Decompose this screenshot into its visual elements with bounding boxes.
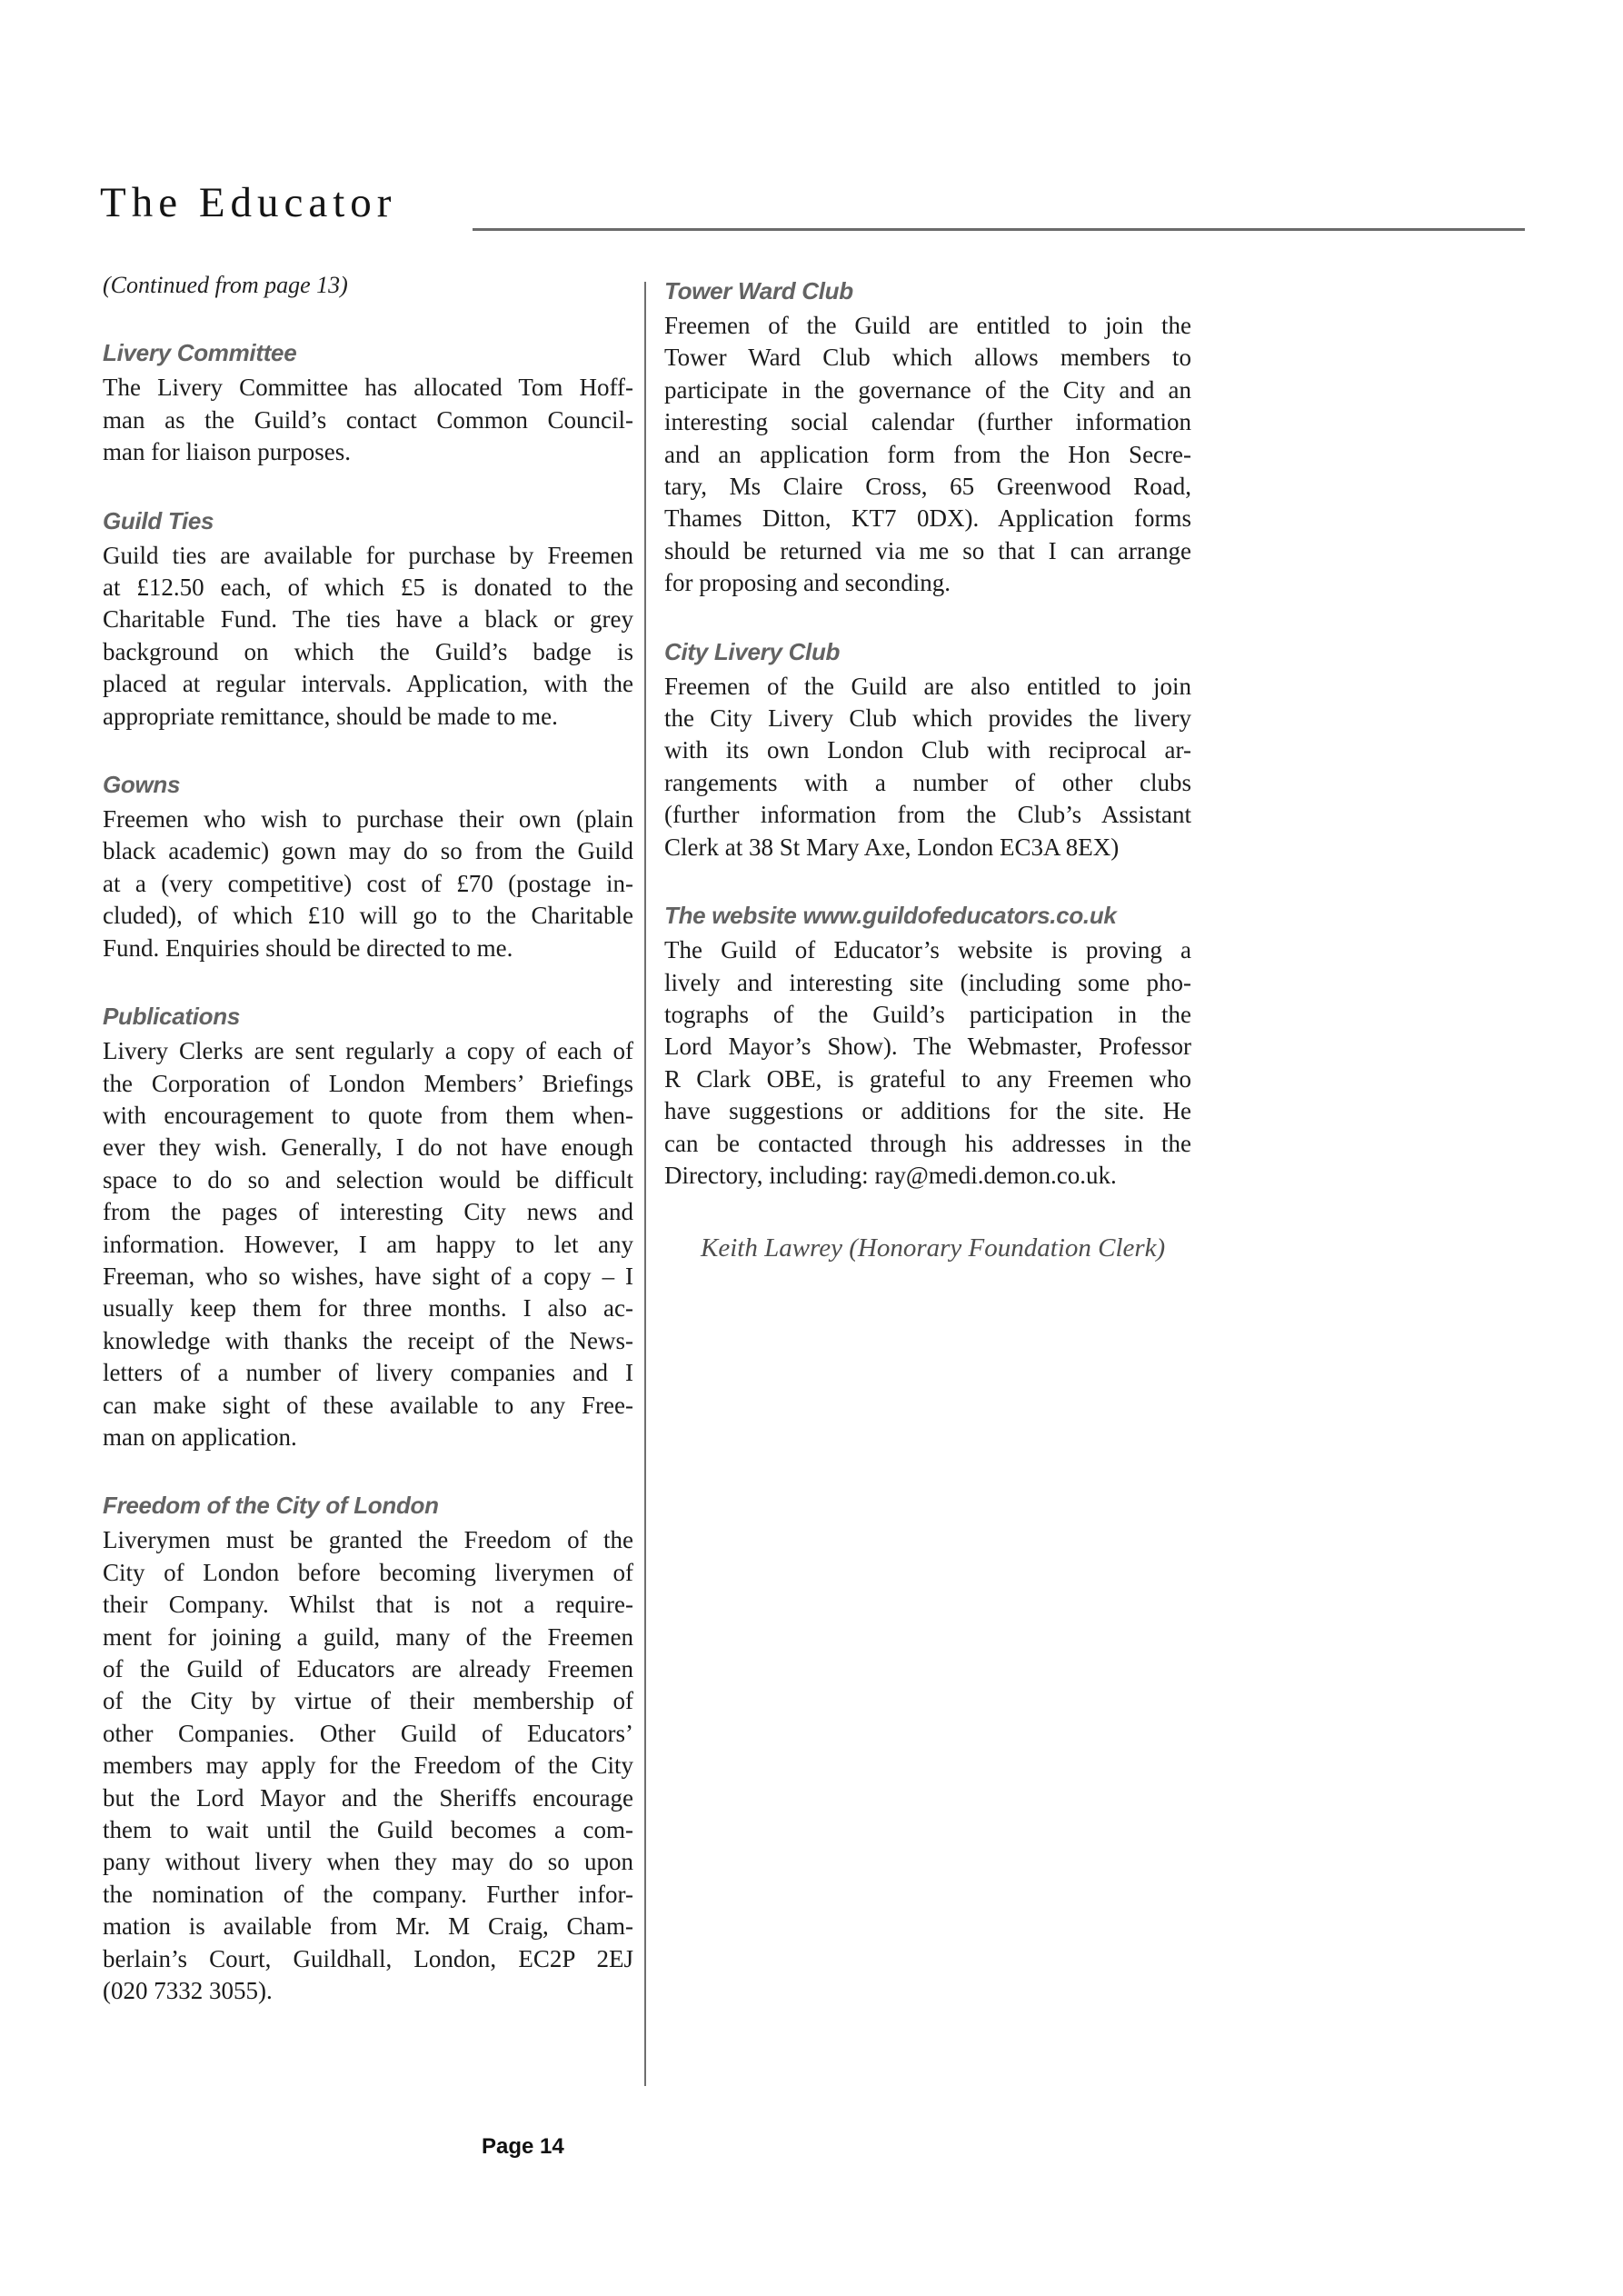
section-heading: Tower Ward Club	[664, 277, 853, 304]
text-line: with encouragement to quote from them when-	[103, 1101, 633, 1129]
text-line: Liverymen must be granted the Freedom of the	[103, 1526, 633, 1554]
text-line: at a (very competitive) cost of £70 (postage in-	[103, 869, 633, 897]
text-line: tographs of the Guild’s participation in the	[664, 1000, 1191, 1028]
text-line: their Company. Whilst that is not a require-	[103, 1591, 633, 1619]
text-line: man for liaison purposes.	[103, 438, 351, 466]
section-tower-ward-club	[664, 275, 1191, 600]
text-line: of the Guild of Educators are already Freemen	[103, 1655, 633, 1682]
text-line: letters of a number of livery companies and I	[103, 1359, 633, 1387]
text-line: Freemen of the Guild are also entitled to join	[664, 672, 1191, 700]
text-line: R Clark OBE, is grateful to any Freemen who	[664, 1064, 1191, 1093]
text-line: Freemen of the Guild are entitled to join the	[664, 312, 1191, 339]
section-body	[103, 540, 633, 733]
section-body	[664, 934, 1191, 1192]
text-line: appropriate remittance, should be made to me.	[103, 702, 558, 730]
text-line: berlain’s Court, Guildhall, London, EC2P 2EJ	[103, 1944, 633, 1972]
text-line: but the Lord Mayor and the Sheriffs encourage	[103, 1783, 633, 1812]
section-body	[103, 372, 633, 468]
page-number: Page 14	[482, 2134, 564, 2159]
section-freedom-of-city	[103, 1490, 633, 2007]
section-body	[664, 310, 1191, 600]
text-line: Tower Ward Club which allows members to	[664, 344, 1191, 372]
text-line: Fund. Enquiries should be directed to me.	[103, 933, 513, 962]
text-line: other Companies. Other Guild of Educators’	[103, 1719, 633, 1747]
section-heading: Freedom of the City of London	[103, 1492, 439, 1520]
text-line: have suggestions or additions for the site. He	[664, 1097, 1191, 1125]
text-line: Thames Ditton, KT7 0DX). Application forms	[664, 504, 1191, 533]
text-line: at £12.50 each, of which £5 is donated to the	[103, 574, 633, 602]
section-heading: Gowns	[103, 771, 181, 799]
section-livery-committee	[103, 337, 633, 468]
text-line: placed at regular intervals. Application, with the	[103, 670, 633, 698]
text-line: of the City by virtue of their membership of	[103, 1687, 633, 1715]
text-line: members may apply for the Freedom of the City	[103, 1752, 633, 1780]
section-city-livery-club	[664, 636, 1191, 863]
text-line: information. However, I am happy to let any	[103, 1230, 633, 1258]
section-gowns	[103, 769, 633, 964]
text-line: can be contacted through his addresses in the	[664, 1129, 1191, 1157]
text-line: from the pages of interesting City news and	[103, 1198, 633, 1226]
text-line: tary, Ms Claire Cross, 65 Greenwood Road,	[664, 473, 1191, 501]
text-line: Guild ties are available for purchase by Freemen	[103, 541, 633, 569]
text-line: ment for joining a guild, many of the Freemen	[103, 1622, 633, 1651]
text-line: interesting social calendar (further information	[664, 408, 1191, 436]
text-line: should be returned via me so that I can arrange	[664, 536, 1191, 564]
text-line: for proposing and seconding.	[664, 569, 951, 597]
text-line: space to do so and selection would be difficult	[103, 1165, 633, 1193]
text-line: the Corporation of London Members’ Briefings	[103, 1069, 633, 1097]
section-guild-ties	[103, 505, 633, 733]
section-website	[664, 900, 1191, 1192]
text-line: with its own London Club with reciprocal ar-	[664, 736, 1191, 764]
text-line: Clerk at 38 St Mary Axe, London EC3A 8EX)	[664, 833, 1120, 861]
text-line: man as the Guild’s contact Common Council-	[103, 405, 633, 434]
text-line: knowledge with thanks the receipt of the News-	[103, 1326, 633, 1354]
text-line: the City Livery Club which provides the livery	[664, 704, 1191, 733]
text-line: The Guild of Educator’s website is proving a	[664, 936, 1191, 964]
section-heading: Publications	[103, 1003, 240, 1031]
text-line: Lord Mayor’s Show). The Webmaster, Professor	[664, 1033, 1191, 1061]
text-line: City of London before becoming liverymen of	[103, 1558, 633, 1586]
section-heading: Livery Committee	[103, 339, 297, 367]
text-line: cluded), of which £10 will go to the Charitable	[103, 902, 633, 930]
text-line: the nomination of the company. Further infor-	[103, 1880, 633, 1908]
section-heading: City Livery Club	[664, 637, 841, 665]
page-title: The Educator	[100, 179, 397, 226]
text-line: mation is available from Mr. M Craig, Cham-	[103, 1912, 633, 1941]
masthead-rule	[473, 228, 1525, 231]
right-column	[664, 275, 1191, 1265]
section-body	[103, 1035, 633, 1453]
continued-from-note: (Continued from page 13)	[103, 272, 348, 298]
text-line: and an application form from the Hon Secre-	[664, 440, 1191, 468]
text-line: (020 7332 3055).	[103, 1977, 273, 2005]
signature-line: Keith Lawrey (Honorary Foundation Clerk)	[701, 1233, 1166, 1263]
text-line: Freemen who wish to purchase their own (plain	[103, 805, 633, 834]
text-line: Charitable Fund. The ties have a black or grey	[103, 605, 633, 634]
column-divider	[644, 282, 646, 2086]
left-column	[103, 269, 633, 2007]
text-line: usually keep them for three months. I also ac-	[103, 1294, 633, 1323]
text-line: Livery Clerks are sent regularly a copy of each of	[103, 1037, 633, 1065]
text-line: The Livery Committee has allocated Tom Hoff-	[103, 374, 633, 402]
text-line: lively and interesting site (including some pho-	[664, 968, 1191, 996]
section-body	[103, 1524, 633, 2007]
text-line: rangements with a number of other clubs	[664, 768, 1191, 796]
text-line: can make sight of these available to any Free-	[103, 1391, 633, 1419]
section-body	[664, 671, 1191, 863]
text-line: man on application.	[103, 1423, 297, 1451]
section-heading: Guild Ties	[103, 506, 214, 534]
text-line: black academic) gown may do so from the Guild	[103, 837, 633, 865]
text-line: pany without livery when they may do so upon	[103, 1848, 633, 1876]
text-line: ever they wish. Generally, I do not have enough	[103, 1133, 633, 1162]
section-publications	[103, 1001, 633, 1453]
text-line: (further information from the Club’s Assistant	[664, 801, 1191, 829]
section-heading: The website www.guildofeducators.co.uk	[664, 902, 1117, 930]
text-line: background on which the Guild’s badge is	[103, 637, 633, 665]
section-body	[103, 804, 633, 964]
text-line: Directory, including: ray@medi.demon.co.uk.	[664, 1161, 1117, 1189]
text-line: participate in the governance of the City and an	[664, 375, 1191, 404]
text-line: them to wait until the Guild becomes a com-	[103, 1816, 633, 1844]
text-line: Freeman, who so wishes, have sight of a copy – I	[103, 1262, 633, 1290]
